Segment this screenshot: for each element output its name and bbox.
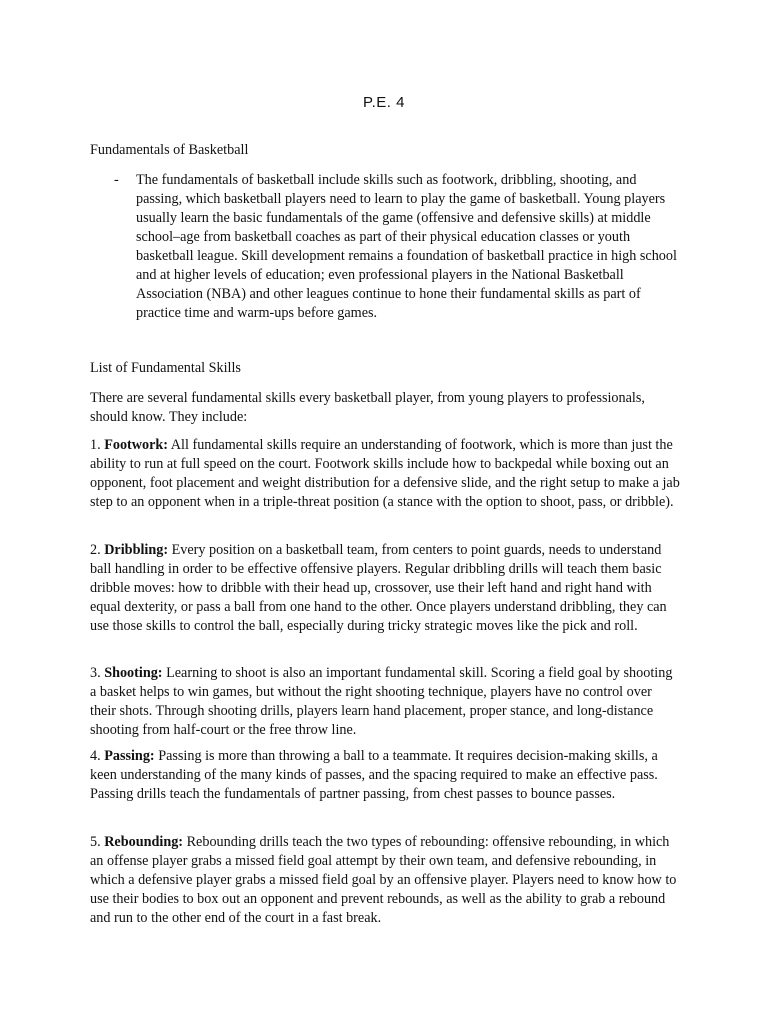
skill-number: 2.	[90, 542, 101, 558]
skill-item-shooting	[90, 664, 680, 740]
skill-text: Every position on a basketball team, from centers to point guards, needs to understand ball handling in order to be effective offensive players. Regular dribbling drills will teach them basic dribble moves: how to dribble with their head up, crossover, use their left hand and right hand with equal dexterity, or pass a ball from one hand to the other. Once players understand dribbling, they can use those skills to control the ball, especially during tricky strategic moves like the pick and roll.	[90, 542, 667, 634]
bullet-marker: -	[114, 172, 119, 188]
skill-number: 5.	[90, 834, 101, 850]
skill-name: Footwork:	[104, 437, 169, 453]
skill-text: Learning to shoot is also an important fundamental skill. Scoring a field goal by shooting a basket helps to win games, but without the right shooting technique, players have no control over their shots. Through shooting drills, players learn hand placement, proper stance, and long-distance shooting from half-court or the free throw line.	[90, 665, 673, 738]
skill-text: Passing is more than throwing a ball to a teammate. It requires decision-making skills, a keen understanding of the many kinds of passes, and the spacing required to make an effective pass. Passing drills teach the fundamentals of partner passing, from chest passes to bounce passes.	[90, 748, 658, 802]
skill-name: Rebounding:	[104, 834, 184, 850]
page-title: P.E. 4	[363, 94, 405, 111]
skill-name: Passing:	[104, 748, 155, 764]
skill-name: Dribbling:	[104, 542, 169, 558]
skill-item-dribbling	[90, 541, 680, 636]
skill-number: 3.	[90, 665, 101, 681]
intro-paragraph: There are several fundamental skills every basketball player, from young players to professionals, should know. They include:	[90, 390, 645, 425]
skill-text: Rebounding drills teach the two types of rebounding: offensive rebounding, in which an offense player grabs a missed field goal attempt by their own team, and defensive rebounding, in which a defensive player grabs a missed field goal by an offensive player. Players need to know how to use their bodies to box out an opponent and prevent rebounds, as well as the ability to grab a rebound and run to the other end of the court in a fast break.	[90, 834, 677, 926]
skill-number: 4.	[90, 748, 101, 764]
skill-item-footwork	[90, 436, 680, 512]
skill-text: All fundamental skills require an understanding of footwork, which is more than just the ability to run at full speed on the court. Footwork skills include how to backpedal while boxing out an opponent, foot placement and weight distribution for a defensive slide, and the right setup to make a jab step to an opponent when in a triple-threat position (a stance with the option to shoot, pass, or dribble).	[90, 437, 680, 510]
skill-name: Shooting:	[104, 665, 163, 681]
section-heading-fundamentals: Fundamentals of Basketball	[90, 142, 249, 158]
section-heading-skills-list: List of Fundamental Skills	[90, 360, 241, 376]
skill-number: 1.	[90, 437, 101, 453]
bullet-paragraph: The fundamentals of basketball include skills such as footwork, dribbling, shooting, and passing, which basketball players need to learn to play the game of basketball. Young players usually learn the basic fundamentals of the game (offensive and defensive skills) at middle school–age from basketball coaches as part of their physical education classes or youth basketball league. Skill development remains a foundation of basketball practice in high school and at higher levels of education; even professional players in the National Basketball Association (NBA) and other leagues continue to hone their fundamental skills as part of practice time and warm-ups before games.	[136, 172, 677, 321]
skill-item-rebounding	[90, 833, 680, 928]
skill-item-passing	[90, 747, 680, 804]
